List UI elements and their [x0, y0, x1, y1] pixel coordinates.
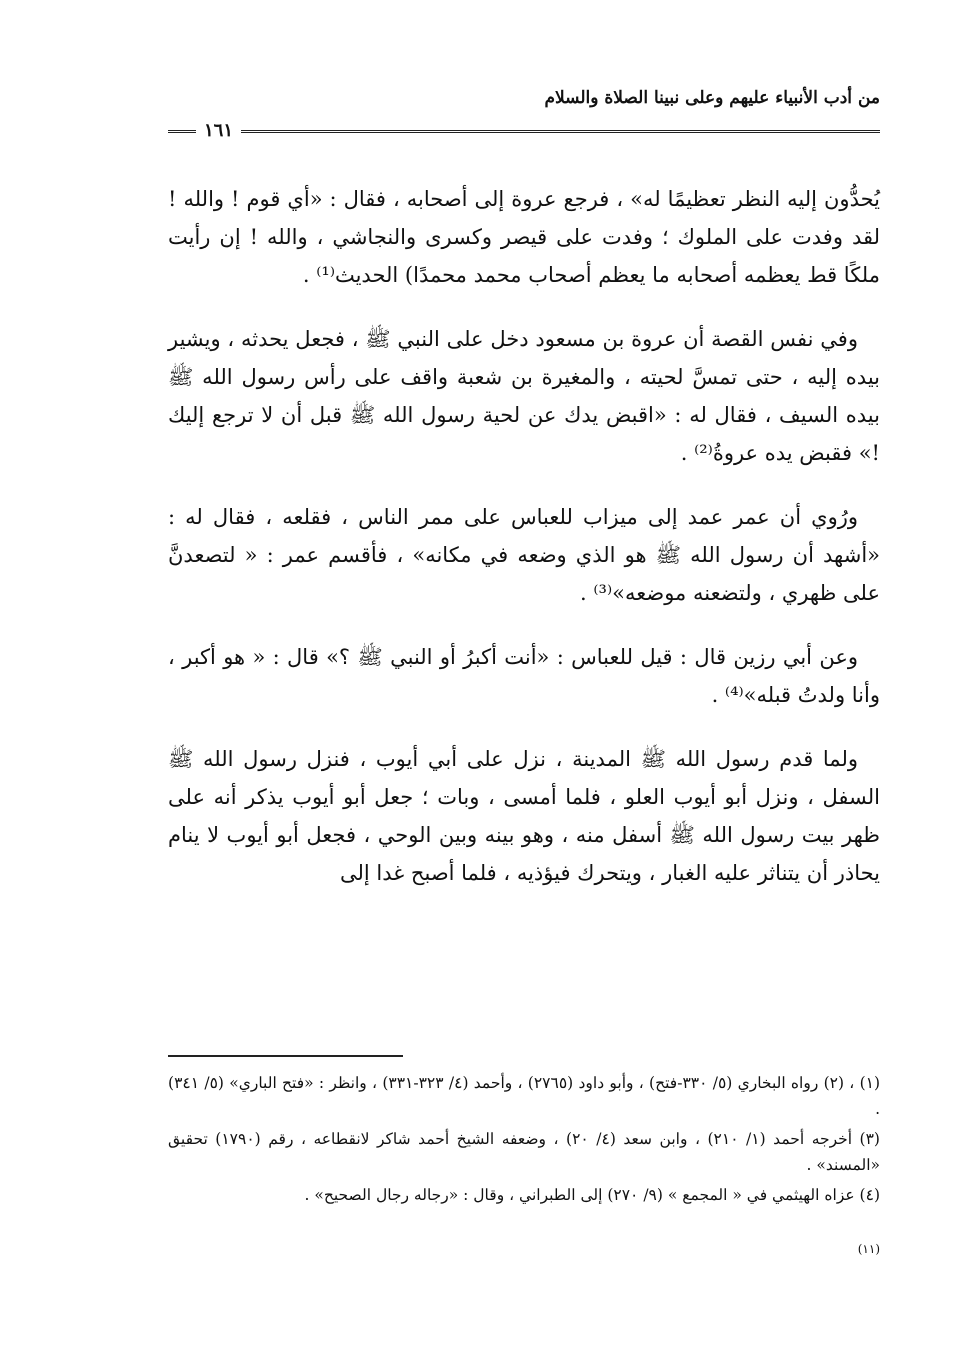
- footnotes: [168, 1070, 880, 1212]
- running-header: من أدب الأنبياء عليهم وعلى نبينا الصلاة والسلام: [544, 88, 880, 108]
- footnote-2: (٣) أخرجه أحمد (١/ ٢١٠) ، وابن سعد (٤/ ٢٠) ، وضعفه الشيخ أحمد شاكر لانقطاعه ، رقم (١٧٩٠) تحقيق «المسند» .: [168, 1130, 880, 1174]
- paragraph-3: ورُوي أن عمر عمد إلى ميزاب للعباس على ممر الناس ، فقلعه ، فقال له : «أشهد أن رسول الله ﷺ هو الذي وضعه في مكانه» ، فأقسم عمر : « لتصعدنَّ على ظهري ، ولتضعنه موضعه»⁽³⁾ .: [168, 505, 880, 605]
- header-rule-row: [168, 118, 880, 144]
- footnote-3: (٤) عزاه الهيثمي في « المجمع » (٩/ ٢٧٠) إلى الطبراني ، وقال : «رجاله رجال الصحيح» .: [304, 1186, 880, 1204]
- paragraph-4: وعن أبي رزين قال : قيل للعباس : «أنت أكبرُ أو النبي ﷺ ؟» قال : « هو أكبر ، وأنا ولدتُ قبله»⁽⁴⁾ .: [168, 645, 880, 707]
- header-rule: [168, 130, 880, 134]
- book-page: [168, 70, 880, 1340]
- body-text: [168, 180, 880, 918]
- paragraph-2: وفي نفس القصة أن عروة بن مسعود دخل على النبي ﷺ ، فجعل يحدثه ، ويشير بيده إليه ، حتى تمسَّ لحيته ، والمغيرة بن شعبة واقف على رأس رسول الله ﷺ بيده السيف ، فقال له : «اقبض يدك عن لحية رسول الله ﷺ قبل أن لا ترجع إليك !» فقبض يده عروةُ⁽²⁾ .: [168, 327, 880, 465]
- paragraph-1: يُحدُّون إليه النظر تعظيمًا له» ، فرجع عروة إلى أصحابه ، فقال : «أي قوم ! والله ! لقد وفدت على الملوك ؛ وفدت على قيصر وكسرى والنجاشي ، والله ! إن رأيت ملكًا قط يعظمه أصحابه ما يعظم أصحاب محمد محمدًا) الحديث⁽¹⁾ .: [168, 187, 880, 287]
- page-number: ١٦١: [196, 118, 241, 144]
- paragraph-5: ولما قدم رسول الله ﷺ المدينة ، نزل على أبي أيوب ، فنزل رسول الله ﷺ السفل ، ونزل أبو أيوب العلو ، فلما أمسى ، وبات ؛ جعل أبو أيوب يذكر أنه على ظهر بيت رسول الله ﷺ أسفل منه ، وهو بينه وبين الوحي ، فجعل أبو أيوب لا ينام يحاذر أن يتناثر عليه الغبار ، ويتحرك فيؤذيه ، فلما أصبح غدا إلى: [168, 747, 880, 885]
- footnote-1: (١) ، (٢) رواه البخاري (٥/ ٣٣٠-فتح) ، وأبو داود (٢٧٦٥) ، وأحمد (٤/ ٣٢٣-٣٣١) ، وانظر : «فتح الباري» (٥/ ٣٤١) .: [168, 1074, 881, 1118]
- signature-mark: (١١): [857, 1242, 880, 1256]
- footnote-rule: [168, 1055, 403, 1057]
